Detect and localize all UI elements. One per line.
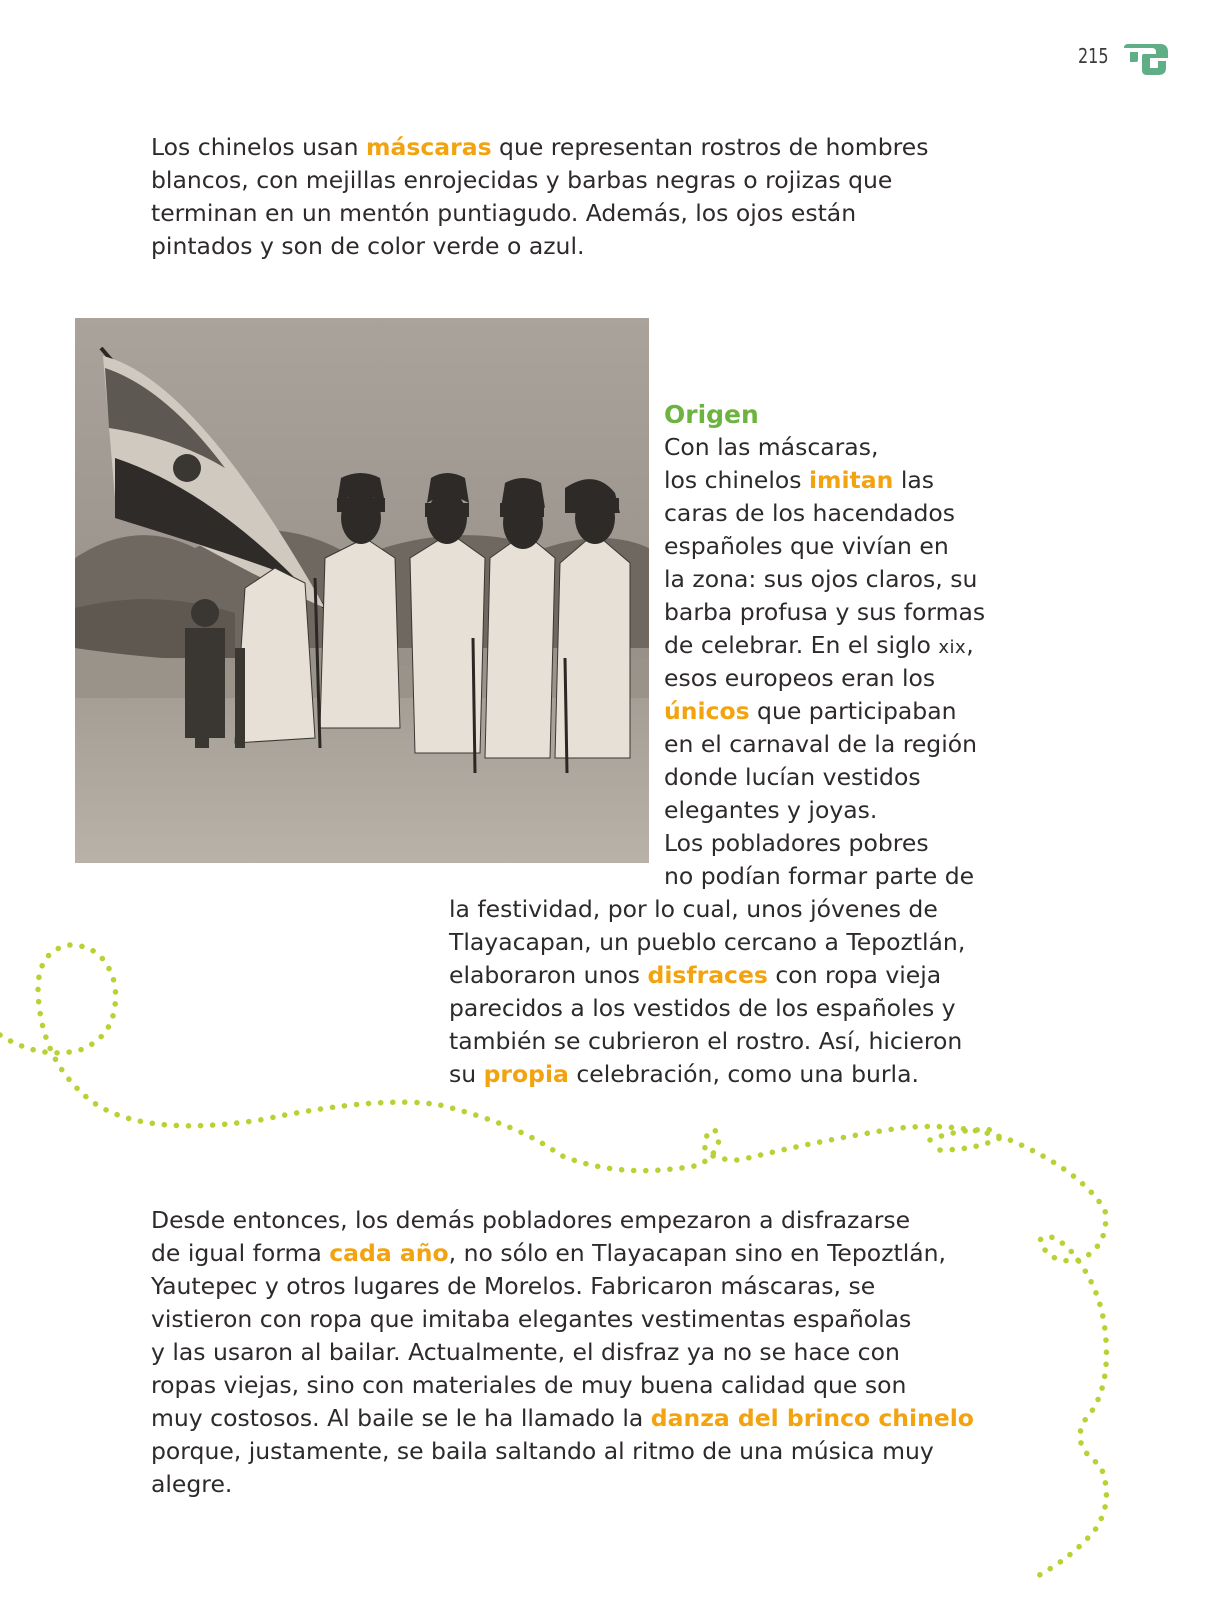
text-segment: que participaban bbox=[749, 697, 957, 725]
text-line bbox=[151, 131, 928, 164]
text-line bbox=[664, 431, 985, 464]
origin-paragraph-continued bbox=[449, 893, 965, 1091]
text-segment: Tlayacapan, un pueblo cercano a Tepoztlán, bbox=[449, 928, 966, 956]
text-line bbox=[664, 497, 985, 530]
text-segment: pintados y son de color verde o azul. bbox=[151, 232, 585, 260]
text-segment: y las usaron al bailar. Actualmente, el disfraz ya no se hace con bbox=[151, 1338, 900, 1366]
text-segment: elegantes y joyas. bbox=[664, 796, 878, 824]
text-line bbox=[664, 794, 985, 827]
text-line bbox=[151, 1204, 974, 1237]
closing-paragraph bbox=[151, 1204, 974, 1501]
text-segment: ropas viejas, sino con materiales de muy buena calidad que son bbox=[151, 1371, 907, 1399]
text-segment: la festividad, por lo cual, unos jóvenes de bbox=[449, 895, 938, 923]
text-segment: Desde entonces, los demás pobladores empezaron a disfrazarse bbox=[151, 1206, 911, 1234]
page-number: 215 bbox=[1078, 44, 1109, 68]
text-line bbox=[151, 230, 928, 263]
text-segment: Los chinelos usan bbox=[151, 133, 366, 161]
text-segment: celebración, como una burla. bbox=[568, 1060, 919, 1088]
text-line bbox=[151, 1237, 974, 1270]
text-segment: de igual forma bbox=[151, 1239, 330, 1267]
text-line bbox=[449, 1058, 965, 1091]
text-segment: barba profusa y sus formas bbox=[664, 598, 986, 626]
origin-heading: Origen bbox=[664, 400, 759, 429]
text-line bbox=[664, 629, 985, 662]
text-segment: vistieron con ropa que imitaba elegantes vestimentas españolas bbox=[151, 1305, 912, 1333]
highlighted-term: disfraces bbox=[647, 961, 768, 989]
text-segment: también se cubrieron el rostro. Así, hicieron bbox=[449, 1027, 963, 1055]
text-line bbox=[664, 596, 985, 629]
highlighted-term: propia bbox=[483, 1060, 569, 1088]
text-line bbox=[449, 959, 965, 992]
text-segment: no podían formar parte de bbox=[664, 862, 975, 890]
text-segment: elaboraron unos bbox=[449, 961, 648, 989]
text-segment: donde lucían vestidos bbox=[664, 763, 921, 791]
text-line bbox=[664, 563, 985, 596]
text-segment: esos europeos eran los bbox=[664, 664, 936, 692]
text-line bbox=[449, 992, 965, 1025]
text-segment: parecidos a los vestidos de los españoles y bbox=[449, 994, 956, 1022]
text-segment: muy costosos. Al baile se le ha llamado la bbox=[151, 1404, 651, 1432]
text-line bbox=[664, 761, 985, 794]
highlighted-term: cada año bbox=[329, 1239, 449, 1267]
highlighted-term: imitan bbox=[808, 466, 894, 494]
text-segment: españoles que vivían en bbox=[664, 532, 949, 560]
text-segment: en el carnaval de la región bbox=[664, 730, 978, 758]
text-segment: que representan rostros de hombres bbox=[491, 133, 929, 161]
text-segment: la zona: sus ojos claros, su bbox=[664, 565, 978, 593]
text-line bbox=[664, 662, 985, 695]
text-line bbox=[151, 1369, 974, 1402]
text-line bbox=[151, 1336, 974, 1369]
text-segment: de celebrar. En el siglo bbox=[664, 631, 939, 659]
text-line bbox=[151, 1303, 974, 1336]
text-segment: con ropa vieja bbox=[767, 961, 942, 989]
text-segment: , no sólo en Tlayacapan sino en Tepoztlán, bbox=[448, 1239, 947, 1267]
text-line bbox=[449, 926, 965, 959]
text-line bbox=[151, 1270, 974, 1303]
text-segment: las bbox=[893, 466, 935, 494]
highlighted-term: danza del brinco chinelo bbox=[650, 1404, 974, 1432]
text-segment: Con las máscaras, bbox=[664, 433, 879, 461]
text-line bbox=[664, 464, 985, 497]
text-line bbox=[664, 860, 985, 893]
text-line bbox=[151, 1402, 974, 1435]
highlighted-term: máscaras bbox=[366, 133, 492, 161]
text-line bbox=[151, 1435, 974, 1468]
historical-photo-chinelos bbox=[75, 318, 649, 863]
text-segment: caras de los hacendados bbox=[664, 499, 955, 527]
text-line bbox=[664, 827, 985, 860]
text-segment: terminan en un mentón puntiagudo. Además, los ojos están bbox=[151, 199, 857, 227]
highlighted-term: únicos bbox=[664, 697, 750, 725]
text-line bbox=[664, 530, 985, 563]
text-segment: , bbox=[966, 631, 974, 659]
text-segment: Los pobladores pobres bbox=[664, 829, 929, 857]
text-line bbox=[664, 728, 985, 761]
text-segment: xix bbox=[938, 637, 967, 658]
text-segment: Yautepec y otros lugares de Morelos. Fabricaron máscaras, se bbox=[151, 1272, 876, 1300]
text-line bbox=[449, 893, 965, 926]
text-segment: su bbox=[449, 1060, 484, 1088]
text-line bbox=[664, 695, 985, 728]
book-logo-icon bbox=[1122, 44, 1170, 78]
text-segment: alegre. bbox=[151, 1470, 233, 1498]
intro-paragraph bbox=[151, 131, 928, 263]
text-segment: blancos, con mejillas enrojecidas y barbas negras o rojizas que bbox=[151, 166, 893, 194]
text-line bbox=[151, 164, 928, 197]
text-segment: porque, justamente, se baila saltando al ritmo de una música muy bbox=[151, 1437, 934, 1465]
text-line bbox=[151, 197, 928, 230]
text-line bbox=[151, 1468, 974, 1501]
text-segment: los chinelos bbox=[664, 466, 809, 494]
text-line bbox=[449, 1025, 965, 1058]
origin-section bbox=[664, 398, 985, 893]
